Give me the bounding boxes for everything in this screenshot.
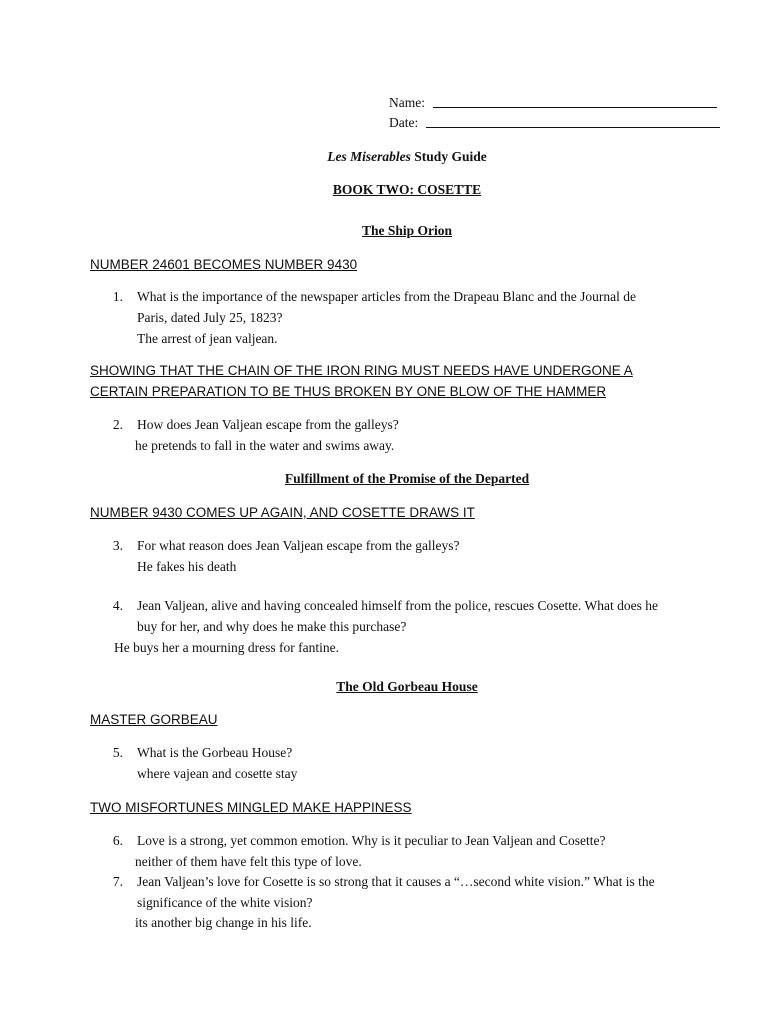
name-field[interactable] bbox=[389, 95, 717, 111]
title-rest: Study Guide bbox=[410, 149, 487, 164]
answer-text: The arrest of jean valjean. bbox=[137, 331, 278, 346]
question-text: How does Jean Valjean escape from the galleys? bbox=[137, 417, 399, 432]
answer-text: he pretends to fall in the water and swims away. bbox=[135, 438, 395, 453]
chapter-title: NUMBER 24601 BECOMES NUMBER 9430 bbox=[90, 257, 358, 272]
name-label: Name: bbox=[389, 95, 425, 110]
document-title bbox=[90, 149, 724, 165]
question-number: 2. bbox=[112, 417, 123, 432]
answer-text: neither of them have felt this type of love. bbox=[135, 854, 362, 869]
name-blank-line[interactable] bbox=[433, 106, 717, 108]
chapter-title: MASTER GORBEAU bbox=[90, 712, 218, 727]
question-number: 3. bbox=[112, 538, 123, 553]
date-field[interactable] bbox=[389, 115, 720, 131]
question-number: 4. bbox=[112, 598, 123, 613]
question-text: For what reason does Jean Valjean escape from the galleys? bbox=[137, 538, 460, 553]
question-number: 6. bbox=[112, 833, 123, 848]
question-text: Jean Valjean, alive and having concealed himself from the police, rescues Cosette. What does he bbox=[137, 598, 658, 613]
title-italic: Les Miserables bbox=[327, 149, 411, 164]
section-title-fulfillment: Fulfillment of the Promise of the Departed bbox=[284, 471, 530, 486]
question-text: Paris, dated July 25, 1823? bbox=[137, 310, 283, 325]
date-blank-line[interactable] bbox=[426, 126, 720, 128]
date-label: Date: bbox=[389, 115, 419, 130]
chapter-title: CERTAIN PREPARATION TO BE THUS BROKEN BY ONE BLOW OF THE HAMMER bbox=[90, 384, 607, 399]
chapter-title: SHOWING THAT THE CHAIN OF THE IRON RING MUST NEEDS HAVE UNDERGONE A bbox=[90, 363, 633, 378]
question-number: 5. bbox=[112, 745, 123, 760]
question-number: 1. bbox=[112, 289, 123, 304]
answer-text: where vajean and cosette stay bbox=[137, 766, 298, 781]
chapter-title: NUMBER 9430 COMES UP AGAIN, AND COSETTE DRAWS IT bbox=[90, 505, 475, 520]
question-text: buy for her, and why does he make this purchase? bbox=[137, 619, 407, 634]
question-text: Love is a strong, yet common emotion. Why is it peculiar to Jean Valjean and Cosette? bbox=[137, 833, 606, 848]
question-number: 7. bbox=[112, 874, 123, 889]
answer-text: its another big change in his life. bbox=[135, 915, 312, 930]
chapter-title: TWO MISFORTUNES MINGLED MAKE HAPPINESS bbox=[90, 800, 412, 815]
answer-text: He fakes his death bbox=[137, 559, 237, 574]
question-text: significance of the white vision? bbox=[137, 895, 313, 910]
section-title-ship-orion: The Ship Orion bbox=[361, 223, 453, 238]
question-text: What is the Gorbeau House? bbox=[137, 745, 293, 760]
book-title: BOOK TWO: COSETTE bbox=[332, 182, 482, 197]
section-title-old-gorbeau-house: The Old Gorbeau House bbox=[336, 679, 478, 694]
answer-text: He buys her a mourning dress for fantine. bbox=[114, 640, 339, 655]
question-text: What is the importance of the newspaper articles from the Drapeau Blanc and the Journal de bbox=[137, 289, 636, 304]
question-text: Jean Valjean’s love for Cosette is so strong that it causes a “…second white vision.” What is the bbox=[137, 874, 655, 889]
